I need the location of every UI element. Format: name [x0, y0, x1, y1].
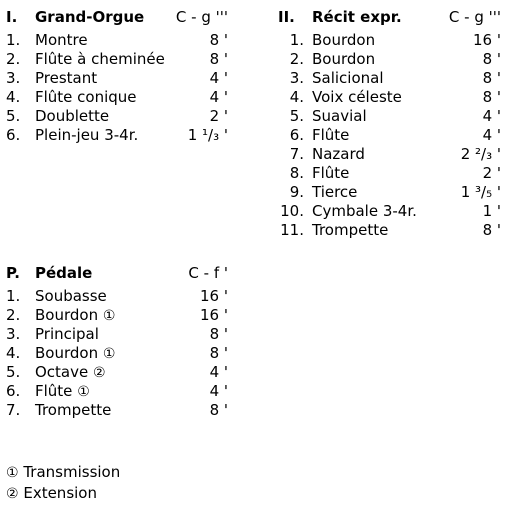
division-compass: C - f '	[188, 264, 228, 282]
stop-number: 8.	[289, 164, 304, 182]
division-numeral: I.	[6, 8, 18, 26]
stop-name-cell	[312, 164, 349, 183]
division-name: Pédale	[35, 264, 93, 282]
stop-name-cell	[35, 306, 115, 326]
stop-list	[6, 31, 228, 145]
legend-label: Transmission	[23, 463, 121, 481]
stop-row	[278, 183, 501, 202]
stop-pitch: 1 ¹/₃ '	[187, 126, 228, 144]
stop-pitch: 8 '	[209, 325, 228, 343]
stop-pitch: 8 '	[482, 50, 501, 68]
stop-name: Principal	[35, 325, 99, 343]
stop-name: Voix céleste	[312, 88, 402, 106]
stop-row	[278, 88, 501, 107]
stop-number: 5.	[6, 363, 21, 381]
division-grand-orgue	[6, 6, 228, 145]
stop-row	[6, 325, 228, 344]
stop-row	[6, 31, 228, 50]
division-name: Récit expr.	[312, 8, 402, 26]
stop-pitch: 8 '	[209, 344, 228, 362]
stop-number: 6.	[289, 126, 304, 144]
stop-name: Flûte	[312, 164, 350, 182]
stop-name: Prestant	[35, 69, 98, 87]
stop-name: Tierce	[312, 183, 358, 201]
stop-name: Doublette	[35, 107, 110, 125]
stop-number: 5.	[6, 107, 21, 125]
extension-marker-icon: ②	[93, 365, 106, 381]
stop-name: Flûte	[312, 126, 350, 144]
stop-number: 2.	[289, 50, 304, 68]
stop-row	[278, 145, 501, 164]
stop-name-cell	[35, 107, 109, 126]
stop-number: 2.	[6, 306, 21, 324]
stop-pitch: 4 '	[482, 126, 501, 144]
stop-pitch: 2 '	[209, 107, 228, 125]
stop-name-cell	[35, 50, 165, 69]
stop-row	[6, 401, 228, 420]
stop-row	[278, 126, 501, 145]
stop-number: 4.	[6, 344, 21, 362]
stop-pitch: 8 '	[482, 221, 501, 239]
stop-number: 3.	[6, 69, 21, 87]
stop-row	[6, 344, 228, 363]
division-name: Grand-Orgue	[35, 8, 145, 26]
stop-number: 3.	[289, 69, 304, 87]
stop-name-cell	[35, 287, 107, 306]
stop-row	[278, 50, 501, 69]
division-compass: C - g '''	[175, 8, 228, 26]
stop-row	[6, 88, 228, 107]
stop-number: 1.	[289, 31, 304, 49]
stop-row	[6, 363, 228, 382]
stop-name: Nazard	[312, 145, 365, 163]
stop-number: 1.	[6, 287, 21, 305]
legend-label: Extension	[23, 484, 97, 502]
division-recit	[278, 6, 501, 240]
division-pedale	[6, 262, 228, 420]
stop-name-cell	[312, 221, 388, 240]
stop-pitch: 16 '	[200, 287, 228, 305]
stop-row	[278, 202, 501, 221]
transmission-marker-icon: ①	[6, 465, 19, 481]
legend	[6, 462, 120, 504]
division-compass: C - g '''	[448, 8, 501, 26]
stop-number: 7.	[289, 145, 304, 163]
stop-pitch: 2 ²/₃ '	[460, 145, 501, 163]
stop-pitch: 4 '	[482, 107, 501, 125]
stop-name-cell	[312, 107, 367, 126]
stop-pitch: 4 '	[209, 382, 228, 400]
stop-pitch: 8 '	[209, 50, 228, 68]
stop-name-cell	[35, 69, 97, 88]
stop-list	[6, 287, 228, 420]
stop-row	[278, 31, 501, 50]
stop-pitch: 8 '	[482, 69, 501, 87]
stop-pitch: 8 '	[209, 31, 228, 49]
stop-name-cell	[312, 145, 365, 164]
stop-number: 3.	[6, 325, 21, 343]
division-numeral: II.	[278, 8, 295, 26]
stop-name-cell	[312, 88, 402, 107]
transmission-marker-icon: ①	[102, 308, 116, 324]
stop-name: Trompette	[312, 221, 389, 239]
stop-name-cell	[35, 363, 106, 383]
stop-number: 9.	[289, 183, 304, 201]
stop-number: 11.	[280, 221, 304, 239]
stop-name: Soubasse	[35, 287, 107, 305]
stop-name: Trompette	[35, 401, 112, 419]
stop-number: 4.	[289, 88, 304, 106]
stop-pitch: 16 '	[473, 31, 501, 49]
stop-name: Salicional	[312, 69, 384, 87]
stop-row	[278, 107, 501, 126]
stop-number: 4.	[6, 88, 21, 106]
stop-name-cell	[35, 382, 90, 402]
stop-row	[278, 164, 501, 183]
stop-pitch: 8 '	[482, 88, 501, 106]
stop-name: Suavial	[312, 107, 367, 125]
stop-row	[278, 221, 501, 240]
stop-row	[6, 126, 228, 145]
stop-row	[6, 287, 228, 306]
stop-name: Flûte à cheminée	[35, 50, 165, 68]
stop-row	[278, 69, 501, 88]
stop-name-cell	[35, 344, 115, 364]
division-numeral: P.	[6, 264, 20, 282]
extension-marker-icon: ②	[6, 486, 19, 502]
transmission-marker-icon: ①	[102, 346, 116, 362]
stop-name: Flûte	[35, 382, 73, 400]
stop-name: Bourdon	[312, 50, 376, 68]
stop-number: 5.	[289, 107, 304, 125]
stop-number: 6.	[6, 382, 21, 400]
stop-pitch: 4 '	[209, 363, 228, 381]
stop-name: Octave	[35, 363, 89, 381]
stop-name-cell	[35, 126, 138, 145]
stop-row	[6, 107, 228, 126]
stop-pitch: 1 '	[482, 202, 501, 220]
stop-number: 6.	[6, 126, 21, 144]
stop-pitch: 1 ³/₅ '	[460, 183, 501, 201]
stop-number: 2.	[6, 50, 21, 68]
stop-name-cell	[312, 31, 375, 50]
stop-name-cell	[35, 325, 99, 344]
stop-row	[6, 382, 228, 401]
stop-name: Cymbale 3-4r.	[312, 202, 417, 220]
stop-name: Bourdon	[312, 31, 376, 49]
stop-number: 10.	[280, 202, 304, 220]
division-header	[6, 6, 228, 28]
stop-name-cell	[312, 202, 417, 221]
transmission-marker-icon: ①	[77, 384, 90, 400]
stop-list	[278, 31, 501, 240]
legend-item-transmission	[6, 462, 120, 483]
legend-item-extension	[6, 483, 120, 504]
stop-pitch: 8 '	[209, 401, 228, 419]
stop-pitch: 4 '	[209, 88, 228, 106]
stop-number: 7.	[6, 401, 21, 419]
stop-row	[6, 69, 228, 88]
stop-name-cell	[35, 401, 111, 420]
stop-name-cell	[35, 88, 137, 107]
stop-name-cell	[312, 50, 375, 69]
stop-name: Flûte conique	[35, 88, 137, 106]
stop-name: Plein-jeu 3-4r.	[35, 126, 139, 144]
stop-name-cell	[35, 31, 88, 50]
stop-name: Bourdon	[35, 306, 99, 324]
stop-row	[6, 50, 228, 69]
division-header	[6, 262, 228, 284]
stop-pitch: 4 '	[209, 69, 228, 87]
stop-pitch: 16 '	[200, 306, 228, 324]
stop-name-cell	[312, 126, 349, 145]
stop-number: 1.	[6, 31, 21, 49]
division-header	[278, 6, 501, 28]
stop-name: Bourdon	[35, 344, 99, 362]
stop-name-cell	[312, 69, 384, 88]
stop-pitch: 2 '	[482, 164, 501, 182]
stop-name-cell	[312, 183, 357, 202]
stop-row	[6, 306, 228, 325]
stop-name: Montre	[35, 31, 88, 49]
